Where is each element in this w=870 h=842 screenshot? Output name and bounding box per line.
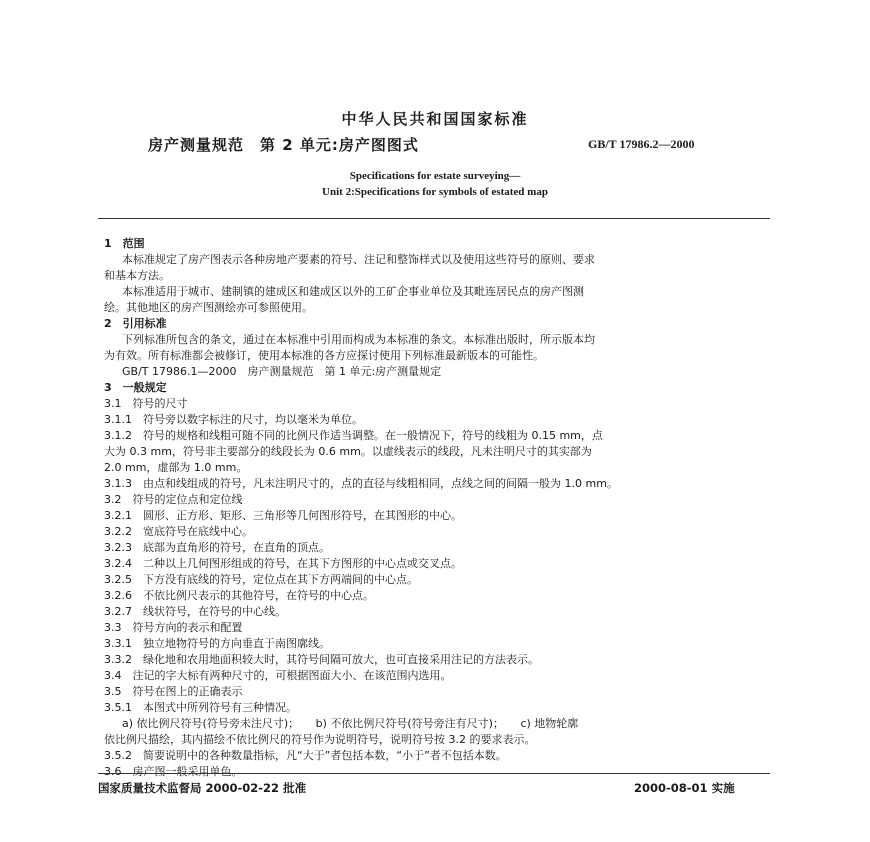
body-line: 为有效。所有标准都会被修订，使用本标准的各方应探讨使用下列标准最新版本的可能性。 <box>104 349 544 362</box>
body-line: 3.1 符号的尺寸 <box>104 397 188 410</box>
body-line: 3.2.2 宽底符号在底线中心。 <box>104 525 253 538</box>
header-divider <box>98 218 770 219</box>
body-line: 3.1.1 符号旁以数字标注的尺寸，均以毫米为单位。 <box>104 413 363 426</box>
body-line: 本标准适用于城市、建制镇的建成区和建成区以外的工矿企事业单位及其毗连居民点的房产图测 <box>122 285 584 298</box>
body-line: 3.3.2 绿化地和农用地面积较大时，其符号间隔可放大，也可直接采用注记的方法表示。 <box>104 653 539 666</box>
body-line: 3.2.7 线状符号，在符号的中心线。 <box>104 605 286 618</box>
body-line: 下列标准所包含的条文，通过在本标准中引用而构成为本标准的条文。本标准出版时，所示版本均 <box>122 333 595 346</box>
body-line: 3.2.5 下方没有底线的符号，定位点在其下方两端间的中心点。 <box>104 573 418 586</box>
body-line: 3.1.2 符号的规格和线粗可随不同的比例尺作适当调整。在一般情况下，符号的线粗为 0.15 mm，点 <box>104 429 603 442</box>
body-line: 3.3 符号方向的表示和配置 <box>104 621 243 634</box>
body-line: 和基本方法。 <box>104 269 170 282</box>
body-line: 3.4 注记的字大标有两种尺寸的，可根据图面大小、在该范围内选用。 <box>104 669 452 682</box>
body-line: 3.5 符号在图上的正确表示 <box>104 685 243 698</box>
approval-date: 国家质量技术监督局 2000-02-22 批准 <box>98 781 307 795</box>
body-line: 大为 0.3 mm，符号非主要部分的线段长为 0.6 mm。以虚线表示的线段，凡未注明尺寸的其实部为 <box>104 445 592 458</box>
standard-title-en-line1: Specifications for estate surveying— <box>349 170 521 182</box>
section-heading: 3 一般规定 <box>104 381 167 394</box>
body-line: GB/T 17986.1—2000 房产测量规范 第 1 单元:房产测量规定 <box>122 365 442 378</box>
standard-code: GB/T 17986.2—2000 <box>588 137 695 151</box>
standard-title-en-line2: Unit 2:Specifications for symbols of estated map <box>322 186 548 198</box>
body-line: 3.2.1 圆形、正方形、矩形、三角形等几何图形符号，在其图形的中心。 <box>104 509 462 522</box>
body-line: 本标准规定了房产图表示各种房地产要素的符号、注记和整饰样式以及使用这些符号的原则、要求 <box>122 253 595 266</box>
section-heading: 1 范围 <box>104 237 145 250</box>
body-line: 3.2.6 不依比例尺表示的其他符号，在符号的中心点。 <box>104 589 374 602</box>
body-line: 3.2.3 底部为直角形的符号，在直角的顶点。 <box>104 541 330 554</box>
body-line: 3.2.4 二种以上几何图形组成的符号，在其下方图形的中心点或交叉点。 <box>104 557 462 570</box>
section-heading: 2 引用标准 <box>104 317 167 330</box>
national-standard-heading: 中华人民共和国国家标准 <box>341 110 529 128</box>
implementation-date: 2000-08-01 实施 <box>634 781 735 795</box>
body-line: 3.5.2 简要说明中的各种数量指标，凡“大于”者包括本数，“小于”者不包括本数。 <box>104 749 507 762</box>
body-line: 2.0 mm，虚部为 1.0 mm。 <box>104 461 248 474</box>
body-line: 3.6 房产图一般采用单色。 <box>104 765 243 778</box>
body-line: a) 依比例尺符号(符号旁未注尺寸)； b) 不依比例尺符号(符号旁注有尺寸)； c) 地物轮廓 <box>122 717 579 730</box>
footer-divider <box>98 773 770 774</box>
body-line: 依比例尺描绘，其内描绘不依比例尺的符号作为说明符号，说明符号按 3.2 的要求表示。 <box>104 733 536 746</box>
body-line: 3.3.1 独立地物符号的方向垂直于南图廓线。 <box>104 637 330 650</box>
body-line: 绘。其他地区的房产图测绘亦可参照使用。 <box>104 301 313 314</box>
body-line: 3.1.3 由点和线组成的符号，凡未注明尺寸的，点的直径与线粗相同，点线之间的间隔一般为 1.0 mm。 <box>104 477 618 490</box>
body-line: 3.5.1 本图式中所列符号有三种情况。 <box>104 701 297 714</box>
standard-title-cn: 房产测量规范 第 2 单元:房产图图式 <box>148 136 419 154</box>
body-line: 3.2 符号的定位点和定位线 <box>104 493 243 506</box>
